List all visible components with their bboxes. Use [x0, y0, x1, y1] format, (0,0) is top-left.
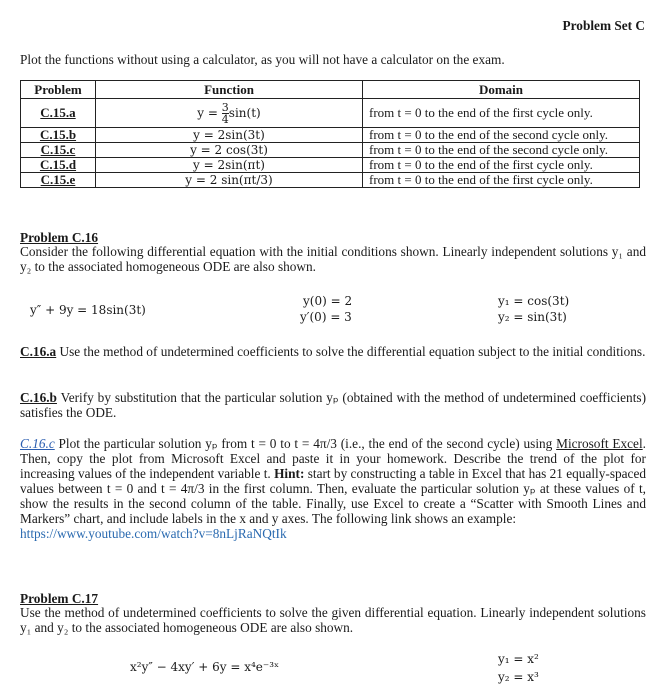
c16-solution-2: y₂ = sin(3t) [498, 310, 567, 324]
page-header-title: Problem Set C [562, 18, 645, 33]
problem-link[interactable]: C.15.b [21, 128, 96, 143]
c17-solution-1: y₁ = x² [498, 652, 539, 666]
c16c-label[interactable]: C.16.c [20, 436, 55, 451]
domain-cell: from t = 0 to the end of the first cycle only. [363, 99, 640, 128]
c16c-text-3: start by constructing a table in Excel that has 21 equally-spaced values between t = 0 and t = 4π/3 in the first column. Then, evaluate the particular solution yₚ at these values of t, show the results in the second column of the table. Finally, use Excel to create a “Scatter with Smooth Lines and Markers” chart, and include labels in the x and y axes. The following link shows an example: [20, 466, 646, 526]
intro-text: Plot the functions without using a calculator, as you will not have a calculator on the exam. [20, 52, 505, 67]
c16-initial-condition-1: y(0) = 2 [303, 294, 353, 308]
c17-equation: x²y″ − 4xy′ + 6y = x⁴e⁻³ˣ [130, 660, 280, 674]
c16-initial-condition-2: y′(0) = 3 [300, 310, 352, 324]
domain-cell: from t = 0 to the end of the first cycle only. [363, 158, 640, 173]
table-row [21, 99, 640, 128]
header-domain: Domain [363, 81, 640, 99]
c16a-text: Use the method of undetermined coefficients to solve the differential equation subject to the initial conditions. [56, 344, 646, 359]
denominator: 4 [221, 112, 229, 126]
c16b-paragraph [20, 390, 646, 420]
problem-c17-text: Use the method of undetermined coefficients to solve the given differential equation. Linearly independent solutions y₁ and y₂ to the associated homogeneous ODE are also shown. [20, 605, 646, 635]
problem-c16-heading: Problem C.16 [20, 230, 99, 245]
function-cell: y = 2 sin(πt/3) [96, 173, 363, 188]
header-problem: Problem [21, 81, 96, 99]
c16c-paragraph [20, 436, 646, 541]
youtube-example-link[interactable]: https://www.youtube.com/watch?v=8nLjRaNQtIk [20, 526, 287, 541]
c16c-text-2: . Then, copy the plot from Microsoft Excel and paste it in your homework. Describe the trend of the plot for increasing values of the independent variable t. [20, 436, 646, 481]
c16-equation: y″ + 9y = 18sin(3t) [30, 303, 146, 317]
table-header-row [21, 81, 640, 99]
domain-cell: from t = 0 to the end of the first cycle only. [363, 173, 640, 188]
problem-link[interactable]: C.15.d [21, 158, 96, 173]
microsoft-excel-link[interactable]: Microsoft Excel [556, 436, 643, 451]
problem-link[interactable]: C.15.a [21, 99, 96, 128]
problem-c17-heading: Problem C.17 [20, 591, 99, 606]
problem-link[interactable]: C.15.e [21, 173, 96, 188]
domain-cell: from t = 0 to the end of the second cycle only. [363, 128, 640, 143]
function-cell: y = 2sin(3t) [96, 128, 363, 143]
table-row [21, 158, 640, 173]
c16a-paragraph [20, 344, 646, 359]
table-row [21, 128, 640, 143]
domain-cell: from t = 0 to the end of the second cycle only. [363, 143, 640, 158]
c16b-label: C.16.b [20, 390, 57, 405]
hint-label: Hint: [274, 466, 305, 481]
header-function: Function [96, 81, 363, 99]
function-prefix: y = [197, 105, 218, 120]
function-cell: y = 2 cos(3t) [96, 143, 363, 158]
problem-c16-text: Consider the following differential equation with the initial conditions shown. Linearly independent solutions y₁ and y₂ to the associated homogeneous ODE are also shown. [20, 244, 646, 274]
function-suffix: sin(t) [228, 105, 261, 120]
fraction [222, 102, 229, 125]
functions-table [20, 80, 640, 188]
c16-solution-1: y₁ = cos(3t) [498, 294, 570, 308]
c16b-text: Verify by substitution that the particular solution yₚ (obtained with the method of undetermined coefficients) satisfies the ODE. [20, 390, 646, 420]
function-cell [96, 99, 363, 128]
table-row [21, 143, 640, 158]
numerator: 3 [221, 100, 229, 114]
c16c-text-1: Plot the particular solution yₚ from t = 0 to t = 4π/3 (i.e., the end of the second cycle) using [54, 436, 557, 451]
c16a-label: C.16.a [20, 344, 57, 359]
table-row [21, 173, 640, 188]
function-cell: y = 2sin(πt) [96, 158, 363, 173]
problem-link[interactable]: C.15.c [21, 143, 96, 158]
c17-solution-2: y₂ = x³ [498, 670, 539, 684]
